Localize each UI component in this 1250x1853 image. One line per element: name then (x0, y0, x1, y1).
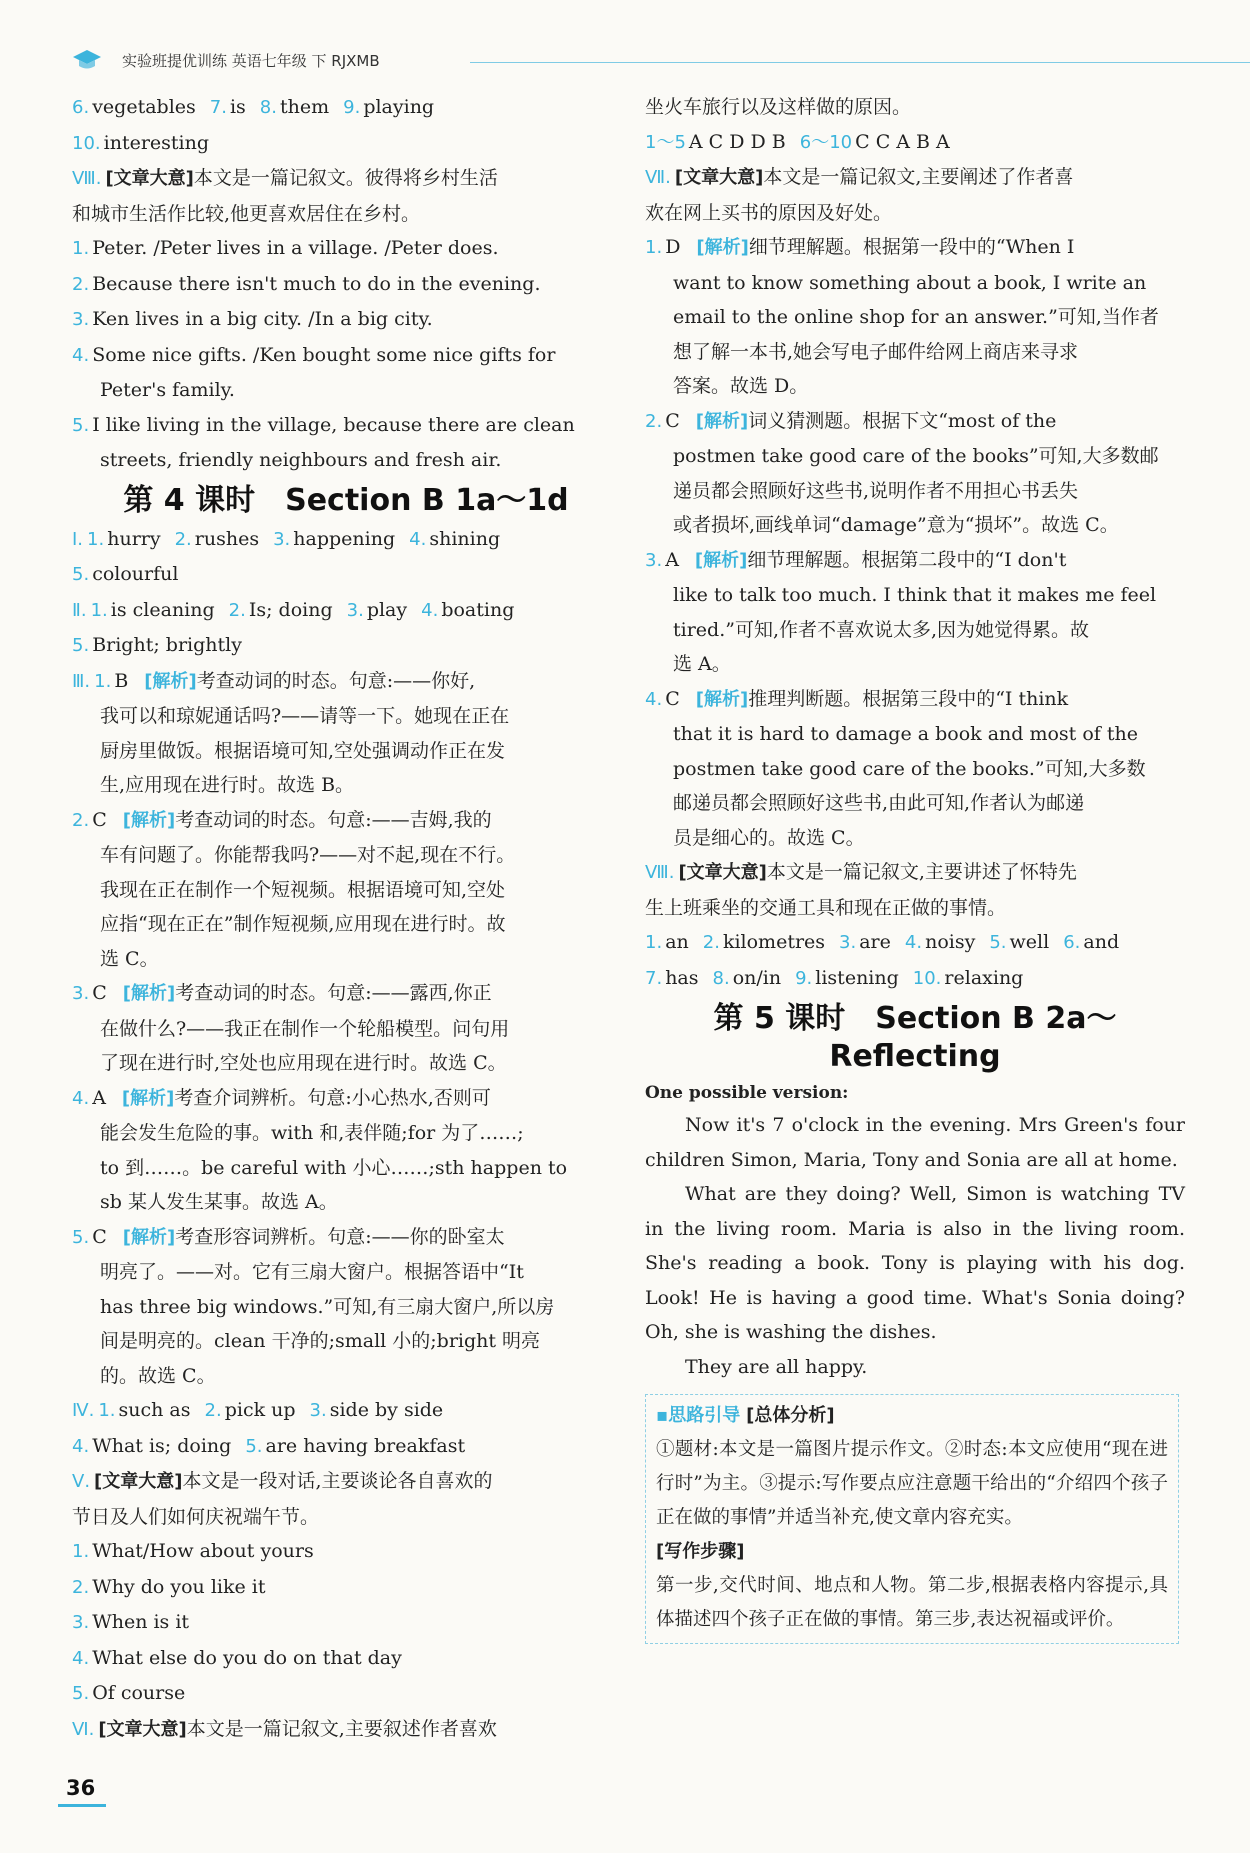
item-number: 6. (72, 97, 90, 118)
line-text: 细节理解题。根据第二段中的“I don't (747, 548, 1067, 571)
answer-line (645, 230, 1185, 266)
line-text: to 到……。be careful with 小心……;sth happen to (100, 1156, 568, 1179)
item-number: 4. (421, 599, 439, 621)
line-text: 应指“现在正在”制作短视频,应用现在进行时。故 (100, 913, 506, 935)
answer-line (645, 160, 1185, 196)
section-number: Ⅰ. (72, 528, 84, 550)
item-number: 4. (72, 344, 90, 366)
line-text: 坐火车旅行以及这样做的原因。 (645, 96, 912, 118)
item-answer: is (229, 96, 246, 118)
line-text: 邮递员都会照顾好这些书,由此可知,作者认为邮递 (673, 792, 1085, 814)
line-text: streets, friendly neighbours and fresh air. (100, 449, 502, 471)
item-number: 1. (90, 599, 108, 621)
answer-line (645, 125, 1185, 161)
answer-line (72, 1464, 620, 1500)
answer-line (72, 628, 620, 664)
line-text: 节日及人们如何庆祝端午节。 (72, 1505, 320, 1528)
answer-line (72, 1393, 620, 1429)
item-answer: happening (293, 527, 396, 550)
item-text: What else do you do on that day (92, 1646, 402, 1669)
section-number: Ⅷ. (72, 168, 102, 189)
section-number: Ⅵ. (72, 1718, 95, 1740)
item-answer: C (92, 1225, 107, 1248)
item-answer: C C A B A (855, 130, 950, 153)
answer-line (72, 1151, 620, 1186)
line-text: postmen take good care of the books.”可知,大多数 (673, 757, 1146, 780)
item-answer: such as (118, 1399, 191, 1421)
answer-line (645, 196, 1185, 231)
analysis-tag: [解析] (695, 688, 749, 710)
right-column (645, 90, 1185, 1644)
item-number: 10. (912, 967, 942, 989)
item-text: Why do you like it (92, 1575, 266, 1598)
item-answer: C (665, 409, 680, 432)
answer-line (72, 338, 620, 374)
item-number: 1. (645, 237, 663, 258)
item-number: 2. (645, 410, 663, 432)
line-text: 递员都会照顾好这些书,说明作者不用担心书丢失 (673, 479, 1079, 502)
summary-tag: [文章大意] (674, 167, 764, 188)
page-number-badge (58, 1774, 108, 1808)
answer-line (72, 1185, 620, 1220)
item-number: 1. (94, 670, 112, 692)
answer-line (72, 1605, 620, 1641)
summary-tag: [文章大意] (94, 1471, 183, 1492)
item-answer: Bright; brightly (92, 634, 242, 656)
item-text: When is it (92, 1611, 190, 1633)
analysis-tag: [解析] (696, 237, 749, 258)
item-number: 1. (72, 1541, 90, 1562)
item-number: 3. (645, 549, 663, 571)
item-number: 7. (645, 967, 663, 989)
answer-line (72, 557, 620, 593)
item-answer: A (665, 548, 679, 571)
answer-line (72, 803, 620, 839)
line-text: Peter's family. (100, 379, 235, 401)
left-column (72, 90, 620, 1747)
item-number: 4. (72, 1435, 90, 1457)
item-answer: Is; doing (248, 598, 333, 621)
answer-line (72, 126, 620, 162)
item-number: 2. (228, 599, 246, 621)
item-number: 3. (72, 309, 90, 330)
item-answer: hurry (107, 527, 161, 550)
item-answer: rushes (194, 527, 260, 550)
summary-tag: [文章大意] (678, 862, 767, 883)
item-number: 3. (72, 1612, 90, 1633)
analysis-label: [总体分析] (746, 1405, 835, 1426)
answer-line (72, 907, 620, 942)
section-heading-lesson5: 第 5 课时 Section B 2a～ (713, 1001, 1117, 1036)
item-number: 2. (702, 932, 720, 953)
item-number: 4. (72, 1647, 90, 1669)
answer-line (72, 302, 620, 338)
answer-line (72, 197, 620, 232)
analysis-tag: [解析] (122, 1226, 176, 1248)
line-text: 考查动词的时态。句意:——你好, (196, 669, 476, 692)
item-number: 1. (98, 1400, 116, 1421)
answer-line (645, 335, 1185, 370)
line-text: 的。故选 C。 (100, 1364, 216, 1387)
answer-line (645, 369, 1185, 404)
answer-line (645, 961, 1185, 997)
line-text: 考查动词的时态。句意:——露西,你正 (175, 982, 492, 1004)
answer-line (72, 942, 620, 977)
line-text: 在做什么?——我正在制作一个轮船模型。问句用 (100, 1017, 510, 1040)
answer-line (72, 1429, 620, 1465)
graduation-cap-icon (72, 48, 102, 72)
item-number: 5. (245, 1435, 263, 1457)
answer-line (645, 404, 1185, 440)
item-answer: colourful (92, 563, 179, 585)
answer-line (645, 682, 1185, 718)
section-heading: 第 4 课时 Section B 1a～1d (123, 482, 569, 518)
answer-line (72, 593, 620, 629)
line-text: 明亮了。——对。它有三扇大窗户。根据答语中“It (100, 1261, 524, 1283)
answer-line (72, 1359, 620, 1394)
answer-line (645, 925, 1185, 961)
item-answer: side by side (329, 1399, 444, 1421)
line-text: 我现在正在制作一个短视频。根据语境可知,空处 (100, 878, 506, 901)
answer-line (645, 717, 1185, 752)
item-answer: relaxing (944, 966, 1024, 989)
line-text: 选 A。 (673, 653, 731, 675)
line-text: 细节理解题。根据第一段中的“When I (748, 236, 1075, 258)
item-number: 1. (72, 238, 90, 259)
item-number: 4. (645, 688, 663, 710)
summary-tag: [文章大意] (105, 168, 194, 189)
answer-line (645, 613, 1185, 648)
item-answer: shining (429, 527, 501, 550)
item-number: 9. (343, 97, 361, 118)
item-text: Of course (92, 1682, 186, 1704)
item-answer: interesting (103, 131, 210, 154)
answer-line (645, 752, 1185, 787)
analysis-tag: [解析] (122, 809, 176, 831)
item-number: 2. (174, 528, 192, 550)
item-answer: C (665, 687, 680, 710)
item-number: 5. (72, 1683, 90, 1704)
item-number: 9. (795, 967, 813, 989)
header-rule (470, 62, 1250, 63)
answer-line (72, 1641, 620, 1677)
section-number: Ⅲ. (72, 670, 91, 692)
answer-line (72, 1570, 620, 1606)
answer-line (72, 443, 620, 478)
line-text: 或者损坏,画线单词“damage”意为“损坏”。故选 C。 (673, 514, 1119, 536)
line-text: 厨房里做饭。根据语境可知,空处强调动作正在发 (100, 739, 506, 762)
answer-line (72, 1712, 620, 1748)
line-text: 本文是一篇记叙文。彼得将乡村生活 (193, 167, 498, 189)
line-text: want to know something about a book, I write an (673, 271, 1147, 294)
answer-line (645, 90, 1185, 125)
item-number: 3. (72, 983, 90, 1004)
item-number: 5. (72, 564, 90, 585)
line-text: 考查形容词辨析。句意:——你的卧室太 (175, 1225, 505, 1248)
item-number: 6. (1063, 932, 1081, 953)
item-text: I like living in the village, because there are clean (92, 413, 575, 436)
item-number: 1. (87, 528, 105, 550)
answer-line (72, 1534, 620, 1570)
line-text: 欢在网上买书的原因及好处。 (645, 201, 893, 224)
answer-line (645, 266, 1185, 301)
line-text: 生,应用现在进行时。故选 B。 (100, 774, 355, 796)
analysis-tag: [解析] (122, 983, 176, 1004)
line-text: 车有问题了。你能帮我吗?——对不起,现在不行。 (100, 844, 516, 866)
line-text: 答案。故选 D。 (673, 375, 809, 397)
item-answer: well (1009, 931, 1050, 953)
answer-line (72, 267, 620, 303)
steps-label: [写作步骤] (656, 1541, 745, 1562)
line-text: 本文是一篇记叙文,主要讲述了怀特先 (766, 861, 1077, 883)
item-answer: is cleaning (110, 598, 215, 621)
item-number: 7. (209, 97, 227, 118)
line-text: like to talk too much. I think that it makes me feel (673, 584, 1157, 606)
item-answer: B (114, 669, 129, 692)
writing-guide-box (645, 1394, 1179, 1644)
line-text: 考查动词的时态。句意:——吉姆,我的 (175, 808, 492, 831)
analysis-tag: [解析] (121, 1087, 175, 1109)
answer-line (645, 508, 1185, 543)
item-number: 3. (273, 528, 291, 550)
line-text: 本文是一篇记叙文,主要叙述作者喜欢 (186, 1717, 497, 1740)
answer-line (645, 474, 1185, 509)
analysis-tag: [解析] (144, 670, 197, 692)
answer-line (645, 855, 1185, 891)
item-number: 10. (72, 132, 101, 154)
right-answers (645, 90, 1185, 996)
item-number: 3. (346, 599, 364, 621)
answer-line (72, 1220, 620, 1256)
answer-line (72, 231, 620, 267)
item-answer: listening (815, 966, 899, 989)
line-text: 词义猜测题。根据下文“most of the (748, 409, 1057, 432)
item-number: 5. (72, 635, 90, 656)
answer-line (645, 300, 1185, 335)
answer-line (72, 1676, 620, 1712)
answer-line (72, 1290, 620, 1325)
answer-line (72, 1012, 620, 1047)
answer-line (72, 734, 620, 769)
model-essay (645, 1108, 1185, 1384)
item-answer: A C D D B (688, 130, 786, 153)
item-answer: What is; doing (92, 1434, 232, 1457)
answer-line (645, 821, 1185, 856)
item-number: 3. (839, 932, 857, 953)
item-number: 4. (409, 528, 427, 550)
line-text: 本文是一篇记叙文,主要阐述了作者喜 (763, 166, 1074, 188)
item-answer: D (665, 236, 681, 258)
answer-line (72, 1500, 620, 1535)
summary-tag: [文章大意] (98, 1718, 187, 1740)
answer-line (645, 543, 1185, 579)
header-title: 实验班提优训练 英语七年级 下 RJXMB (122, 52, 380, 70)
answer-line (645, 647, 1185, 682)
item-number: 2. (204, 1400, 222, 1421)
page-header (60, 46, 1190, 80)
answer-line (72, 699, 620, 734)
item-number: 4. (72, 1087, 90, 1109)
answer-line (72, 1081, 620, 1117)
item-number: 3. (309, 1400, 327, 1421)
line-text: 考查介词辨析。句意:小心热水,否则可 (174, 1086, 491, 1109)
answer-line (72, 373, 620, 408)
section-number: Ⅶ. (645, 167, 671, 188)
item-number: 5. (72, 414, 90, 436)
section-number: Ⅴ. (72, 1471, 91, 1492)
item-answer: boating (441, 598, 515, 621)
answer-line (645, 578, 1185, 613)
item-answer: play (366, 598, 408, 621)
answer-line (72, 1046, 620, 1081)
item-answer: has (665, 966, 699, 989)
item-answer: pick up (224, 1399, 296, 1421)
answer-line (72, 522, 620, 558)
line-text: 选 C。 (100, 947, 159, 970)
analysis-tag: [解析] (695, 410, 749, 432)
line-text: sb 某人发生某事。故选 A。 (100, 1191, 338, 1213)
essay-label: One possible version: (645, 1083, 849, 1103)
line-text: 推理判断题。根据第三段中的“I think (748, 687, 1069, 710)
item-number: 8. (259, 97, 277, 118)
item-answer: are having breakfast (265, 1434, 466, 1457)
answer-line (72, 90, 620, 126)
line-text: 间是明亮的。clean 干净的;small 小的;bright 明亮 (100, 1330, 541, 1352)
essay-paragraph: They are all happy. (685, 1355, 868, 1378)
item-number: 2. (72, 809, 90, 831)
analysis-text: ①题材:本文是一篇图片提示作文。②时态:本文应使用“现在进行时”为主。③提示:写作要点应注意题干给出的“介绍四个孩子正在做的事情”并适当补充,使文章内容充实。 (656, 1439, 1168, 1528)
item-answer: on/in (732, 966, 782, 989)
answer-line (72, 408, 620, 444)
line-text: has three big windows.”可知,有三扇大窗户,所以房 (100, 1295, 555, 1318)
line-text: 和城市生活作比较,他更喜欢居住在乡村。 (72, 202, 421, 225)
answer-line (72, 976, 620, 1012)
item-answer: C (92, 982, 107, 1004)
section-number: Ⅳ. (72, 1400, 95, 1421)
item-number: 1～5 (645, 131, 686, 153)
analysis-tag: [解析] (694, 549, 748, 571)
line-text: postmen take good care of the books”可知,大多数邮 (673, 445, 1159, 467)
line-text: 我可以和琼妮通话吗?——请等一下。她现在正在 (100, 705, 510, 727)
steps-text: 第一步,交代时间、地点和人物。第二步,根据表格内容提示,具体描述四个孩子正在做的事情。第三步,表达祝福或评价。 (656, 1575, 1168, 1630)
item-answer: A (92, 1086, 106, 1109)
answer-line (72, 1255, 620, 1290)
answer-line (645, 439, 1185, 474)
line-text: 生上班乘坐的交通工具和现在正做的事情。 (645, 896, 1007, 919)
item-number: 2. (72, 273, 90, 295)
line-text: email to the online shop for an answer.”可知,当作者 (673, 306, 1159, 328)
line-text: 员是细心的。故选 C。 (673, 826, 865, 849)
item-answer: playing (363, 96, 435, 118)
page-number-bar (58, 1804, 106, 1807)
item-answer: C (92, 808, 107, 831)
item-answer: vegetables (92, 96, 196, 118)
item-answer: and (1083, 931, 1120, 953)
section-number: Ⅷ. (645, 862, 675, 883)
answer-line (645, 891, 1185, 926)
item-number: 5. (72, 1226, 90, 1248)
section-number: Ⅱ. (72, 599, 87, 621)
answer-line (72, 838, 620, 873)
item-text: Some nice gifts. /Ken bought some nice gifts for (92, 343, 556, 366)
item-number: 2. (72, 1576, 90, 1598)
line-text: that it is hard to damage a book and most of the (673, 723, 1138, 745)
essay-paragraph: Now it's 7 o'clock in the evening. Mrs Green's four children Simon, Maria, Tony and Sonia are all at home. (645, 1114, 1185, 1171)
answer-line (72, 873, 620, 908)
item-text: What/How about yours (92, 1540, 314, 1562)
answer-line (72, 664, 620, 700)
answer-line (72, 161, 620, 197)
essay-paragraph: What are they doing? Well, Simon is watching TV in the living room. Maria is also in the living room. She's reading a book. Tony is playing with his dog. Look! He is having a good time. What's Sonia doing? Oh, she is washing the dishes. (645, 1183, 1185, 1343)
item-answer: them (279, 96, 330, 118)
item-answer: noisy (925, 931, 976, 953)
section-heading-lesson5-cont: Reflecting (829, 1039, 1001, 1074)
line-text: 本文是一段对话,主要谈论各自喜欢的 (182, 1470, 493, 1492)
item-answer: are (859, 931, 891, 953)
item-number: 1. (645, 932, 663, 953)
item-text: Because there isn't much to do in the evening. (92, 272, 541, 295)
item-number: 5. (989, 932, 1007, 953)
answer-line (72, 1116, 620, 1151)
line-text: tired.”可知,作者不喜欢说太多,因为她觉得累。故 (673, 618, 1090, 641)
answer-line (72, 768, 620, 803)
item-number: 8. (712, 967, 730, 989)
item-answer: kilometres (722, 931, 826, 953)
item-number: 6～10 (799, 131, 853, 153)
guide-label: ▪思路引导 (656, 1405, 741, 1426)
line-text: 能会发生危险的事。with 和,表伴随;for 为了……; (100, 1122, 524, 1144)
answer-line (645, 786, 1185, 821)
item-text: Peter. /Peter lives in a village. /Peter does. (92, 237, 499, 259)
line-text: 了现在进行时,空处也应用现在进行时。故选 C。 (100, 1052, 507, 1074)
item-text: Ken lives in a big city. /In a big city. (92, 308, 433, 330)
item-number: 4. (904, 932, 923, 953)
page-number: 36 (66, 1776, 96, 1800)
line-text: 想了解一本书,她会写电子邮件给网上商店来寻求 (673, 340, 1079, 363)
answer-line (72, 1324, 620, 1359)
item-answer: an (665, 931, 689, 953)
